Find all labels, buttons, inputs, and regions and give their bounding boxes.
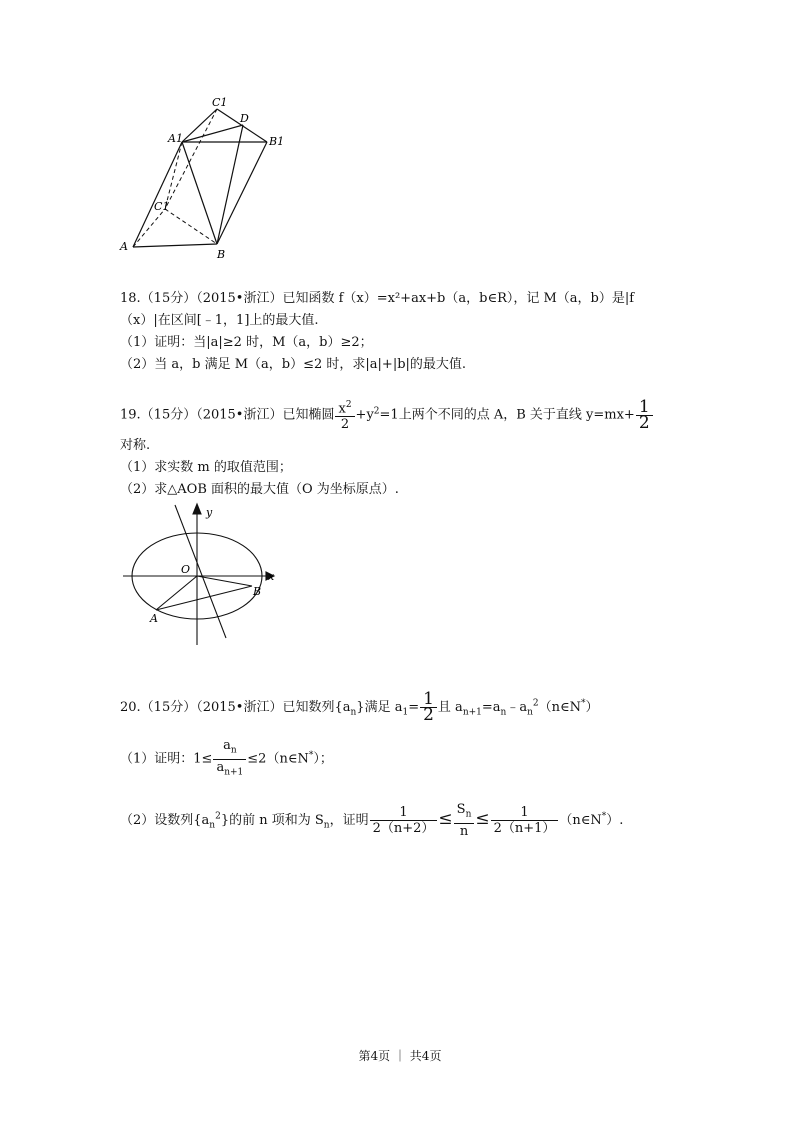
sup: 2 [215, 811, 221, 822]
label-O: O [181, 563, 191, 576]
prism-figure [115, 92, 295, 262]
q18-line2: （x）|在区间[﹣1，1]上的最大值. [120, 313, 319, 328]
text: ﹣a [506, 700, 528, 715]
label-C1-mid: C1 [154, 200, 170, 213]
text: （n∈N [559, 812, 602, 828]
sub: n [230, 745, 237, 756]
sub: n [209, 820, 216, 831]
sub: n+1 [462, 707, 482, 718]
q19-line3: （1）求实数 m 的取值范围； [120, 460, 292, 475]
den: n [459, 823, 469, 839]
den: a [216, 759, 225, 775]
sup: * [581, 698, 586, 709]
text: }满足 a [356, 700, 403, 715]
label-B: B [253, 585, 262, 598]
den: 2 [423, 705, 434, 725]
sub: n [350, 707, 357, 718]
label-A: A [150, 612, 158, 625]
sup: * [601, 811, 607, 822]
q18-line3: （1）证明：当|a|≥2 时，M（a，b）≥2； [120, 335, 373, 350]
le-sign: ≤ [438, 808, 453, 829]
q20-prefix: 20.（15分）（2015•浙江）已知数列{a [120, 700, 351, 715]
text: （n∈N [538, 700, 582, 715]
eq-one: =1 [379, 407, 399, 423]
num: 1 [420, 692, 437, 708]
le-sign: ≤ [475, 808, 490, 829]
q19-middle: 上两个不同的点 A，B 关于直线 y=mx+ [398, 407, 635, 423]
label-B: B [217, 248, 226, 261]
ellipse-fraction [335, 398, 354, 432]
q19-prefix: 19.（15分）（2015•浙江）已知椭圆 [120, 407, 335, 423]
ellipse-den: 2 [340, 417, 350, 433]
label-B1: B1 [269, 135, 285, 148]
text: ，证明 [329, 812, 369, 828]
text: =a [481, 700, 501, 715]
text: }的前 n 项和为 S [220, 812, 324, 828]
text: ）； [313, 751, 333, 767]
den: 2（n+2） [372, 820, 435, 836]
text: ） [585, 700, 599, 715]
x-exp: 2 [345, 400, 352, 410]
ellipse-figure [118, 500, 288, 650]
sup: 2 [532, 698, 539, 709]
q19-line2: 对称. [120, 438, 151, 453]
sn-fraction [454, 802, 475, 839]
label-A: A [120, 240, 128, 253]
p1-prefix: （1）证明：1≤ [120, 751, 213, 767]
page-footer: 第4页 ｜ 共4页 [358, 1049, 442, 1063]
num: 1 [491, 805, 559, 821]
sub: n [465, 809, 472, 820]
num: a [223, 738, 231, 753]
label-D: D [240, 112, 249, 125]
ratio-fraction [213, 738, 246, 780]
label-A1: A1 [168, 132, 183, 145]
q19-line4: （2）求△AOB 面积的最大值（O 为坐标原点）. [120, 482, 399, 497]
text: ）. [606, 812, 624, 828]
p2-prefix: （2）设数列{a [120, 812, 210, 828]
half-fraction [636, 396, 653, 433]
q18-line4: （2）当 a，b 满足 M（a，b）≤2 时，求|a|+|b|的最大值. [120, 357, 467, 372]
q19-line1 [120, 398, 654, 432]
sub: n [323, 820, 330, 831]
num: S [456, 802, 466, 817]
text: 且 a [437, 700, 463, 715]
half-den: 2 [638, 412, 650, 433]
q20-line1 [120, 689, 599, 725]
lower-bound-fraction [370, 805, 438, 836]
text: ≤2（n∈N [247, 751, 309, 767]
sub: 1 [402, 707, 409, 718]
q20-part2 [120, 802, 623, 839]
axis-y-label: y [206, 506, 213, 519]
sup: * [308, 750, 314, 761]
sub: n+1 [224, 767, 244, 778]
axis-x-label: x [268, 570, 275, 583]
q20-part1 [120, 738, 333, 780]
text: = [408, 700, 420, 715]
sub: n [527, 707, 533, 718]
a1-fraction [420, 689, 437, 725]
q18-line1: 18.（15分）（2015•浙江）已知函数 f（x）=x²+ax+b（a，b∈R），记 M（a，b）是|f [120, 291, 635, 306]
num: 1 [370, 805, 438, 821]
x-var: x [338, 401, 346, 417]
den: 2（n+1） [493, 820, 556, 836]
sub: n [500, 707, 507, 718]
label-C1-top: C1 [212, 96, 228, 109]
y-exp: 2 [373, 406, 380, 417]
upper-bound-fraction [491, 805, 559, 836]
plus-y: +y [355, 407, 374, 423]
half-num: 1 [636, 400, 653, 416]
